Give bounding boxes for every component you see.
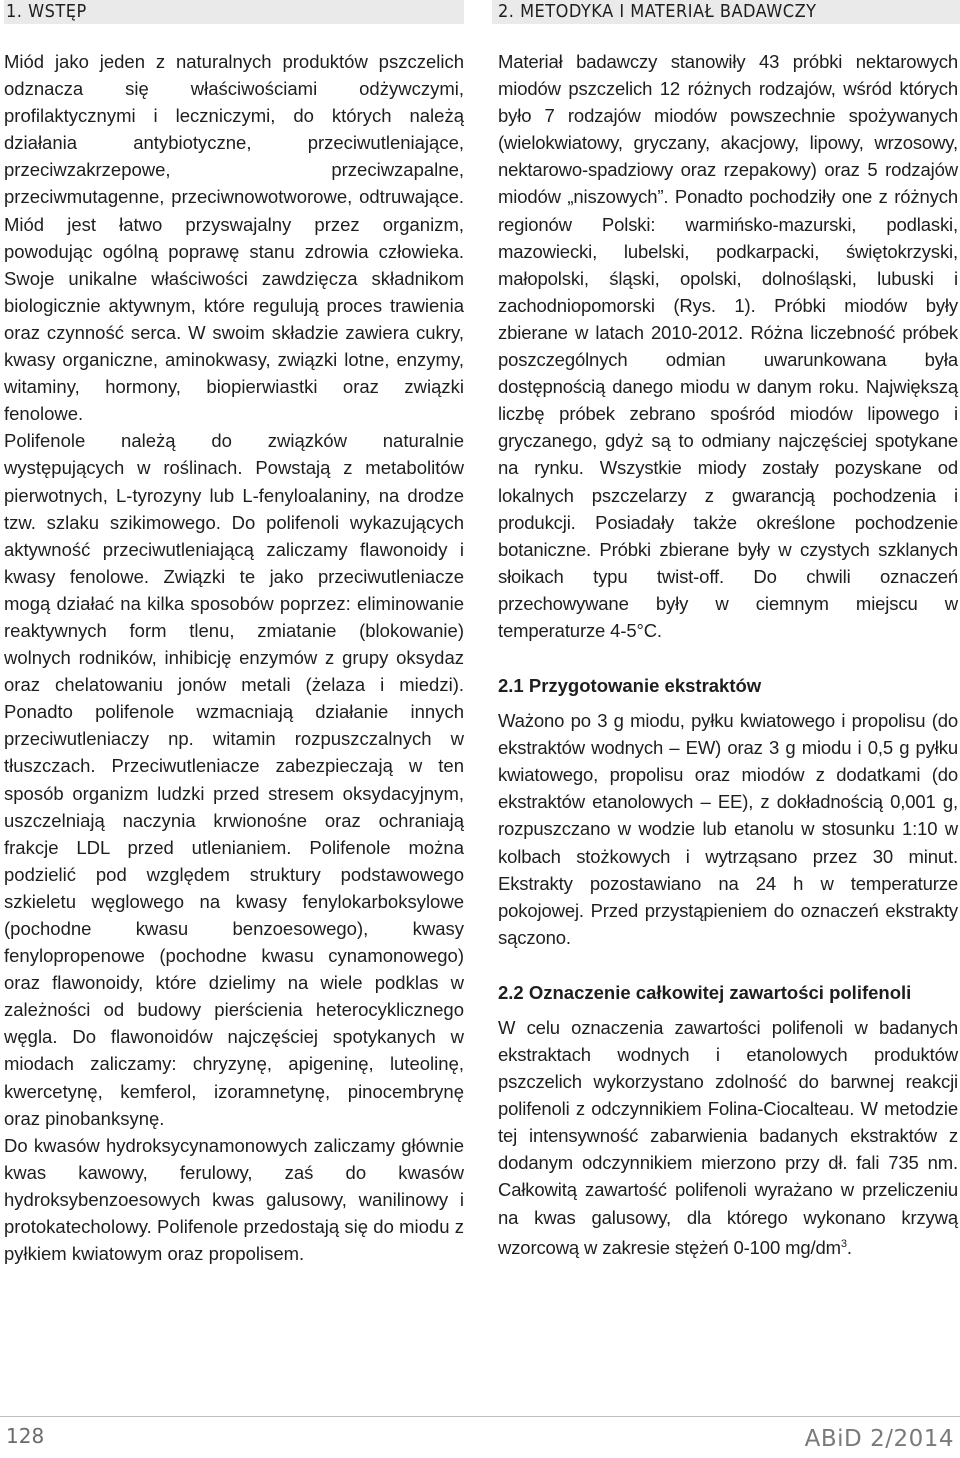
subheading-extract-preparation: 2.1 Przygotowanie ekstraktów: [498, 675, 762, 697]
paragraph-materials: Materiał badawczy stanowiły 43 próbki nektarowych miodów pszczelich 12 różnych rodzajów, wśród których było 7 rodzajów miodów powszechnie spożywanych (wielokwiatowy, gryczany, akacjowy, lipowy, wrzosowy, nektarowo-spadziowy oraz rzepakowy) oraz 5 rodzajów miodów „niszowych”. Ponadto pochodziły one z różnych regionów Polski: warmińsko-mazurski, podlaski, mazowiecki, lubelski, podkarpacki, świętokrzyski, małopolski, śląski, opolski, dolnośląski, lubuski i zachodniopomorski (Rys. 1). Próbki miodów były zbierane w latach 2010-2012. Różna liczebność próbek poszczególnych odmian uwarunkowana była dostępnością danego miodu w danym roku. Największą liczbę próbek zebrano spośród miodów lipowego i gryczanego, gdyż są to odmiany najczęściej spotykane na rynku. Wszystkie miody zostały pozyskane od lokalnych pszczelarzy z gwarancją pochodzenia i produkcji. Posiadały także określone pochodzenie botaniczne. Próbki zbierane były w czystych szklanych słoikach typu twist-off. Do chwili oznaczeń przechowywane były w ciemnym miejscu w temperaturze 4-5°C.: [498, 51, 958, 641]
subheading-polyphenol-determination: 2.2 Oznaczenie całkowitej zawartości polifenoli: [498, 981, 912, 1003]
right-column: [498, 0, 958, 1261]
paragraph-extract-preparation: Ważono po 3 g miodu, pyłku kwiatowego i propolisu (do ekstraktów wodnych – EW) oraz 3 g miodu i 0,5 g pyłku kwiatowego, propolisu oraz miodów z dodatkami (do ekstraktów etanolowych – EE), z dokładnością 0,001 g, rozpuszczano w wodzie lub etanolu w stosunku 1:10 w kolbach stożkowych i wytrząsano przez 30 minut. Ekstrakty pozostawiano na 24 h w temperaturze pokojowej. Przed przystąpieniem do oznaczeń ekstrakty sączono.: [498, 710, 958, 948]
unit-superscript: 3: [840, 1237, 847, 1250]
polyphenol-text: W celu oznaczenia zawartości polifenoli w badanych ekstraktach wodnych i etanolowych produktów pszczelich wykorzystano zdolność do barwnej reakcji polifenoli z odczynnikiem Folina-Ciocalteau. W metodzie tej intensywność zabarwienia badanych ekstraktów z dodanym odczynnikiem mierzono przy dł. fali 735 nm. Całkowitą zawartość polifenoli wyrażano w przeliczeniu na kwas galusowy, dla którego wykonano krzywą wzorcową w zakresie stężeń 0-100 mg/dm: [498, 1016, 958, 1258]
journal-name: ABiD 2/2014: [804, 1426, 954, 1452]
paragraph-polyphenols: Polifenole należą do związków naturalnie występujących w roślinach. Powstają z metabolitów pierwotnych, L-tyrozyny lub L-fenyloalaniny, na drodze tzw. szlaku szikimowego. Do polifenoli wykazujących aktywność przeciwutleniającą zaliczamy flawonoidy i kwasy fenolowe. Związki te jako przeciwutleniacze mogą działać na kilka sposobów poprzez: eliminowanie reaktywnych form tlenu, zmiatanie (blokowanie) wolnych rodników, inhibicję enzymów z grupy oksydaz oraz chelatowaniu jonów metali (żelaza i miedzi). Ponadto polifenole wzmacniają działanie innych przeciwutleniaczy np. witamin rozpuszczalnych w tłuszczach. Przeciwutleniacze zabezpieczają w ten sposób organizm ludzki przed stresem oksydacyjnym, uszczelniają naczynia krwionośne oraz ochraniają frakcje LDL przed utlenianiem. Polifenole można podzielić pod względem struktury podstawowego szkieletu węglowego na kwasy fenylokarboksylowe (pochodne kwasu benzoesowego), kwasy fenylopropenowe (pochodne kwasu cynamonowego) oraz flawonoidy, które dzielimy na wiele podklas w zależności od budowy pierścienia heterocyklicznego węgla. Do flawonoidów najczęściej spotykanych w miodach zaliczamy: chryzynę, apigeninę, luteolinę, kwercetynę, kemferol, izoramnetynę, pinocembrynę oraz pinobanksynę.: [4, 430, 464, 1129]
sentence-end: .: [846, 1236, 852, 1258]
left-column: [4, 0, 464, 1267]
footer-divider: [0, 1416, 960, 1417]
paragraph-intro: Miód jako jeden z naturalnych produktów pszczelich odznacza się właściwościami odżywczymi, profilaktycznymi i leczniczymi, do których należą działania antybiotyczne, przeciwutleniające, przeciwzakrzepowe, przeciwzapalne, przeciwmutagenne, przeciwnowotworowe, odtruwające. Miód jest łatwo przyswajalny przez organizm, powodując ogólną poprawę stanu zdrowia człowieka. Swoje unikalne właściwości zawdzięcza składnikom biologicznie aktywnym, które regulują proces trawienia oraz czynność serca. W swoim składzie zawiera cukry, kwasy organiczne, aminokwasy, związki lotne, enzymy, witaminy, hormony, biopierwiastki oraz związki fenolowe.: [4, 51, 464, 425]
paragraph-polyphenol-determination: [498, 1014, 958, 1261]
section-heading-methodology: 2. METODYKA I MATERIAŁ BADAWCZY: [492, 0, 960, 24]
page-number: 128: [6, 1424, 45, 1448]
section-heading-introduction: 1. WSTĘP: [4, 0, 464, 24]
paragraph-hydroxycinnamic: Do kwasów hydroksycynamonowych zaliczamy głównie kwas kawowy, ferulowy, zaś do kwasów hydroksybenzoesowych kwas galusowy, wanilinowy i protokatecholowy. Polifenole przedostają się do miodu z pyłkiem kwiatowym oraz propolisem.: [4, 1134, 464, 1265]
